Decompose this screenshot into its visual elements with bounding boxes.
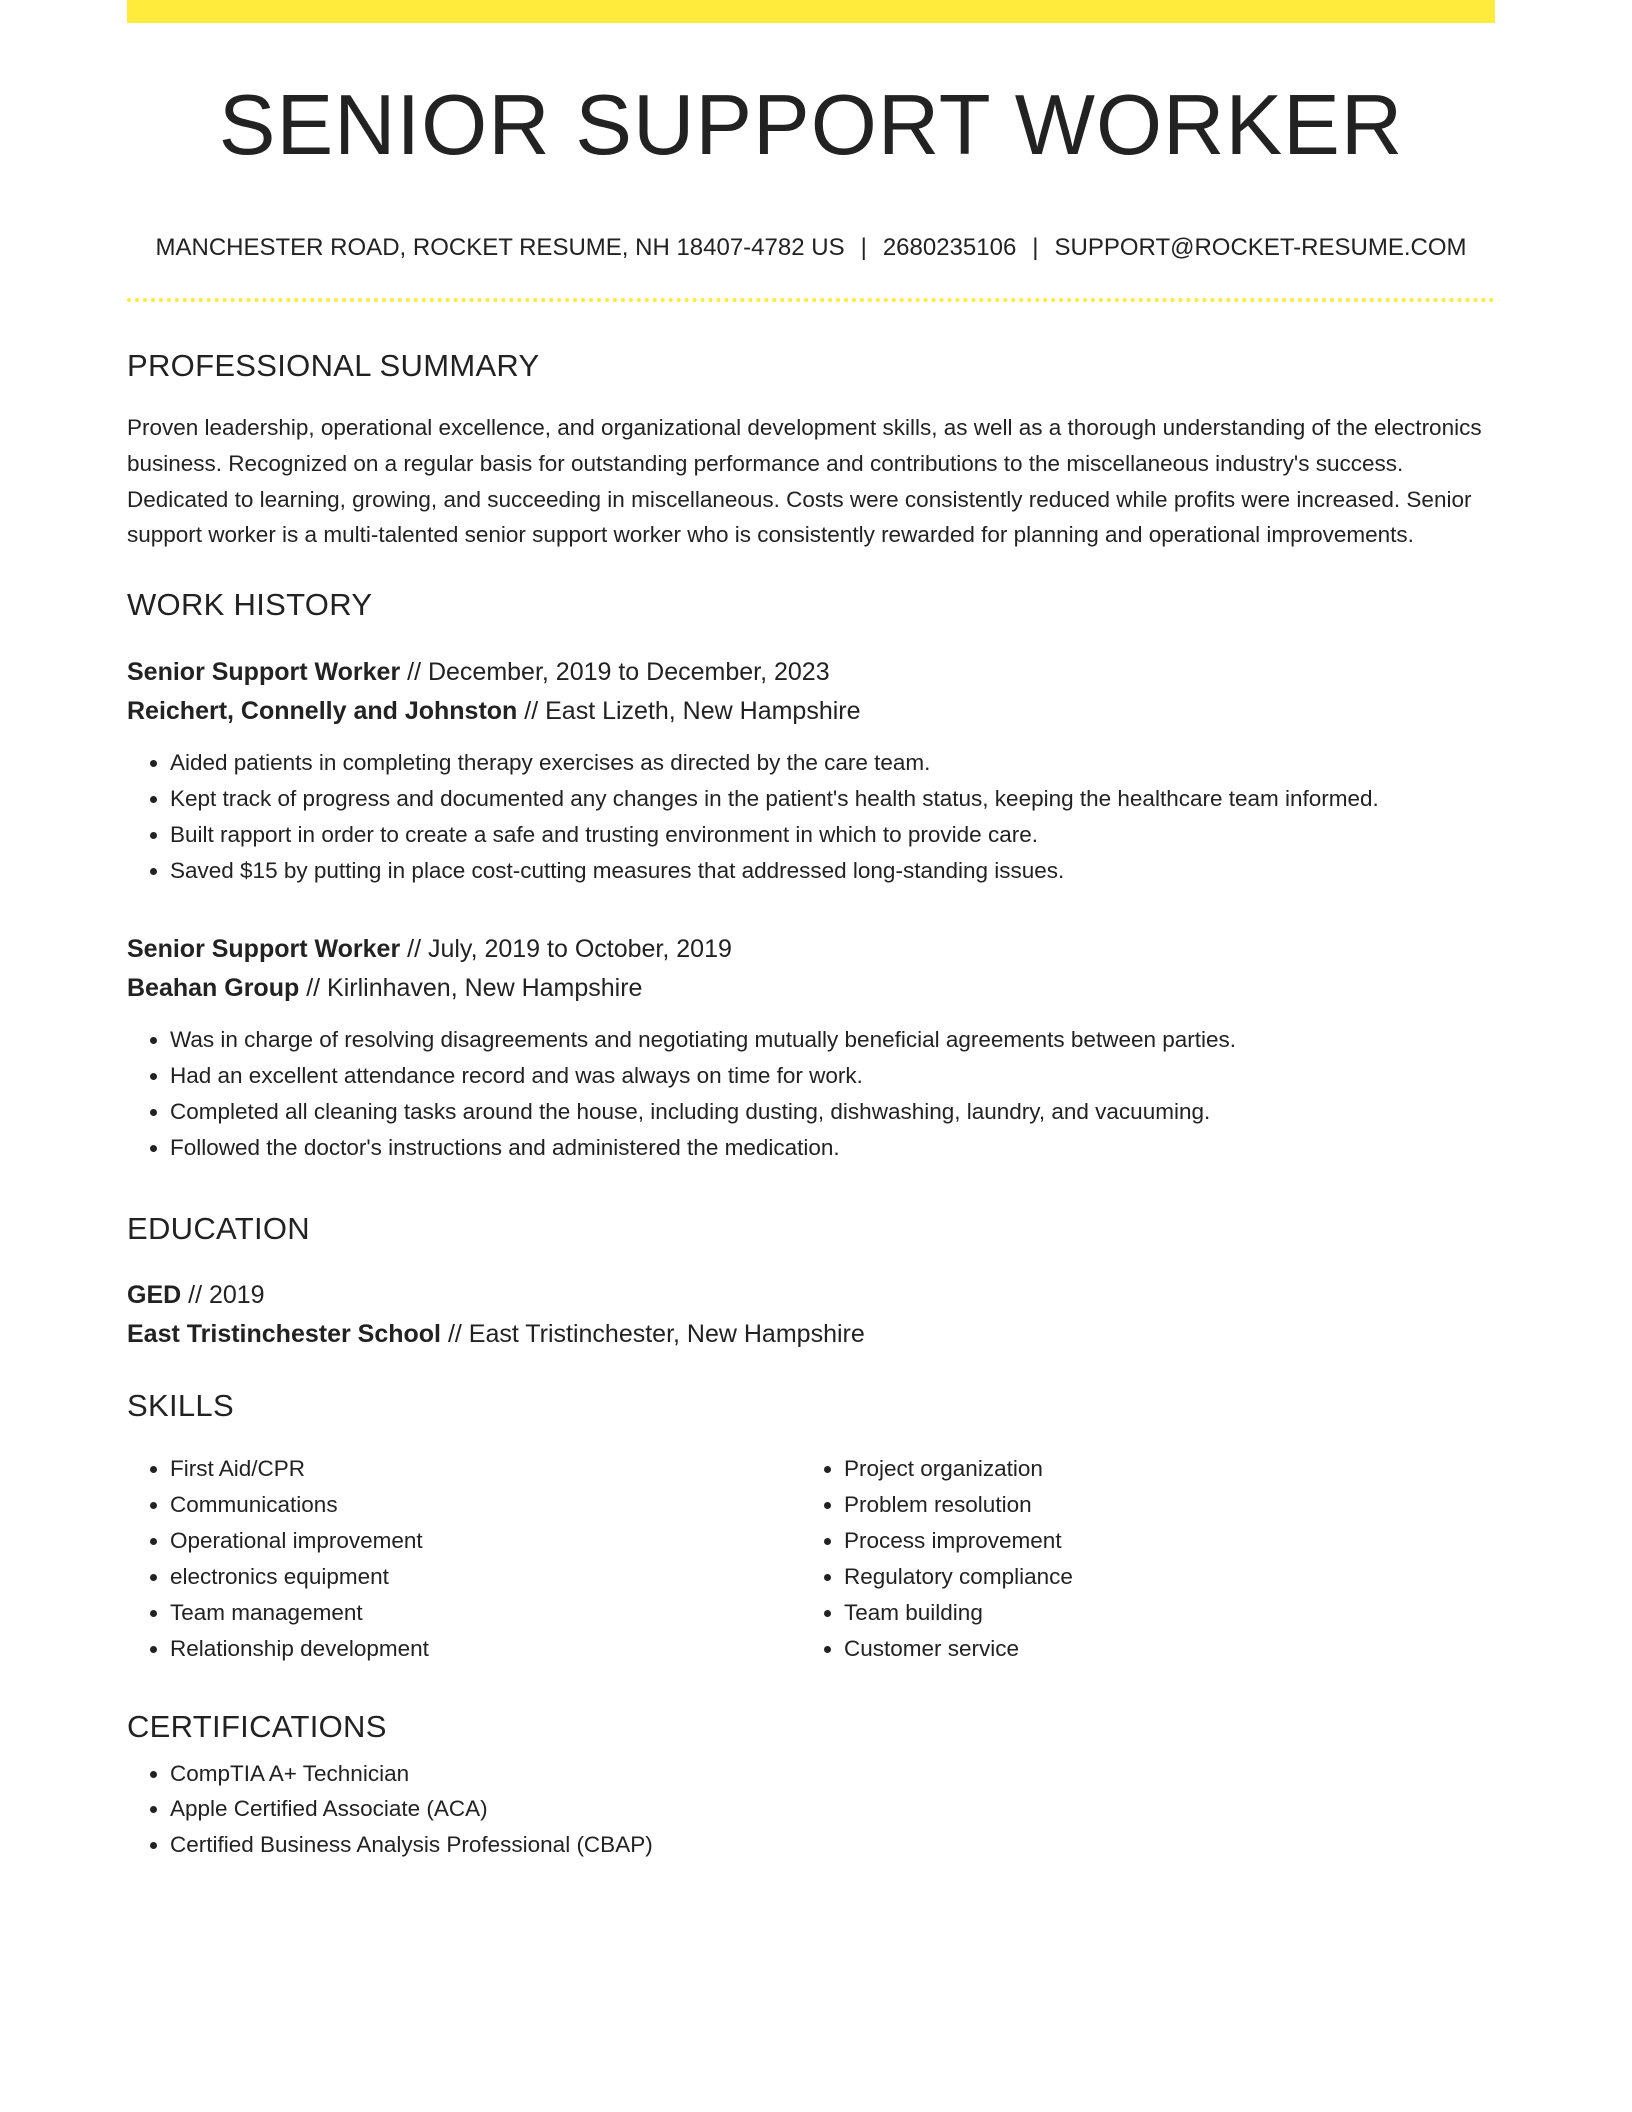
list-item: • Certified Business Analysis Professional (CBAP) (170, 1827, 1495, 1863)
list-item: • Apple Certified Associate (ACA) (170, 1791, 1495, 1827)
resume-name: SENIOR SUPPORT WORKER (218, 78, 1404, 173)
list-item: • Process improvement (844, 1523, 1475, 1559)
contact-line (127, 236, 1495, 260)
list-item: • CompTIA A+ Technician (170, 1756, 1495, 1792)
job-role: Senior Support Worker (127, 658, 401, 687)
list-item: • Kept track of progress and documented any changes in the patient's health status, keeping the healthcare team informed. (170, 781, 1495, 817)
job-bullets (127, 1022, 1495, 1165)
job-dates: // July, 2019 to October, 2019 (400, 935, 732, 964)
contact-email: SUPPORT@ROCKET-RESUME.COM (1054, 234, 1467, 261)
summary-text: Proven leadership, operational excellence, and organizational development skills, as well as a thorough understanding of the electronics business. Recognized on a regular basis for outstanding performance and contributions to the miscellaneous industry's success. Dedicated to learning, growing, and succeeding in miscellaneous. Costs were consistently reduced while profits were increased. Senior support worker is a multi-talented senior support worker who is consistently rewarded for planning and operational improvements. (127, 415, 1482, 548)
list-item: • Team building (844, 1595, 1475, 1631)
skills-list-left (127, 1451, 801, 1667)
education-location: // East Tristinchester, New Hampshire (441, 1319, 865, 1348)
contact-separator: | (1032, 234, 1039, 261)
contact-separator: | (860, 234, 867, 261)
list-item: • Relationship development (170, 1631, 801, 1667)
education-year: // 2019 (181, 1280, 265, 1309)
certifications-list (127, 1756, 1495, 1863)
list-item: • Had an excellent attendance record and was always on time for work. (170, 1058, 1495, 1094)
list-item: • Aided patients in completing therapy exercises as directed by the care team. (170, 745, 1495, 781)
job-title-line (127, 930, 1495, 969)
education-school-line (127, 1315, 1495, 1354)
job-entry (127, 930, 1495, 1165)
job-company-line (127, 969, 1495, 1008)
list-item: • Customer service (844, 1631, 1475, 1667)
list-item: • Problem resolution (844, 1487, 1475, 1523)
education-heading: EDUCATION (127, 1210, 310, 1246)
list-item: • Regulatory compliance (844, 1559, 1475, 1595)
contact-phone: 2680235106 (882, 234, 1017, 261)
job-role: Senior Support Worker (127, 935, 401, 964)
education-degree: GED (127, 1280, 182, 1309)
list-item: • Operational improvement (170, 1523, 801, 1559)
list-item: • Was in charge of resolving disagreements and negotiating mutually beneficial agreements between parties. (170, 1022, 1495, 1058)
job-title-line (127, 653, 1495, 692)
list-item: • electronics equipment (170, 1559, 801, 1595)
certifications-heading: CERTIFICATIONS (127, 1708, 387, 1744)
job-company: Reichert, Connelly and Johnston (127, 697, 518, 726)
skills-columns (127, 1451, 1495, 1667)
job-dates: // December, 2019 to December, 2023 (400, 658, 830, 687)
job-location: // Kirlinhaven, New Hampshire (299, 974, 643, 1003)
resume-page (127, 0, 1495, 1863)
job-company: Beahan Group (127, 974, 300, 1003)
list-item: • Communications (170, 1487, 801, 1523)
job-location: // East Lizeth, New Hampshire (517, 697, 861, 726)
list-item: • Completed all cleaning tasks around the house, including dusting, dishwashing, laundry, and vacuuming. (170, 1094, 1495, 1130)
list-item: • Project organization (844, 1451, 1475, 1487)
job-company-line (127, 692, 1495, 731)
list-item: • Saved $15 by putting in place cost-cutting measures that addressed long-standing issues. (170, 853, 1495, 889)
dotted-divider (127, 298, 1495, 302)
education-school: East Tristinchester School (127, 1319, 441, 1348)
skills-list-right (801, 1451, 1475, 1667)
list-item: • Team management (170, 1595, 801, 1631)
contact-address: MANCHESTER ROAD, ROCKET RESUME, NH 18407-4782 US (155, 234, 845, 261)
top-accent-bar (127, 0, 1495, 23)
skills-heading: SKILLS (127, 1387, 234, 1423)
list-item: • Followed the doctor's instructions and administered the medication. (170, 1130, 1495, 1166)
list-item: • First Aid/CPR (170, 1451, 801, 1487)
job-entry (127, 653, 1495, 888)
list-item: • Built rapport in order to create a safe and trusting environment in which to provide care. (170, 817, 1495, 853)
summary-heading: PROFESSIONAL SUMMARY (127, 348, 540, 383)
work-history-heading: WORK HISTORY (127, 587, 373, 623)
education-degree-line (127, 1276, 1495, 1315)
education-entry (127, 1276, 1495, 1354)
job-bullets (127, 745, 1495, 888)
